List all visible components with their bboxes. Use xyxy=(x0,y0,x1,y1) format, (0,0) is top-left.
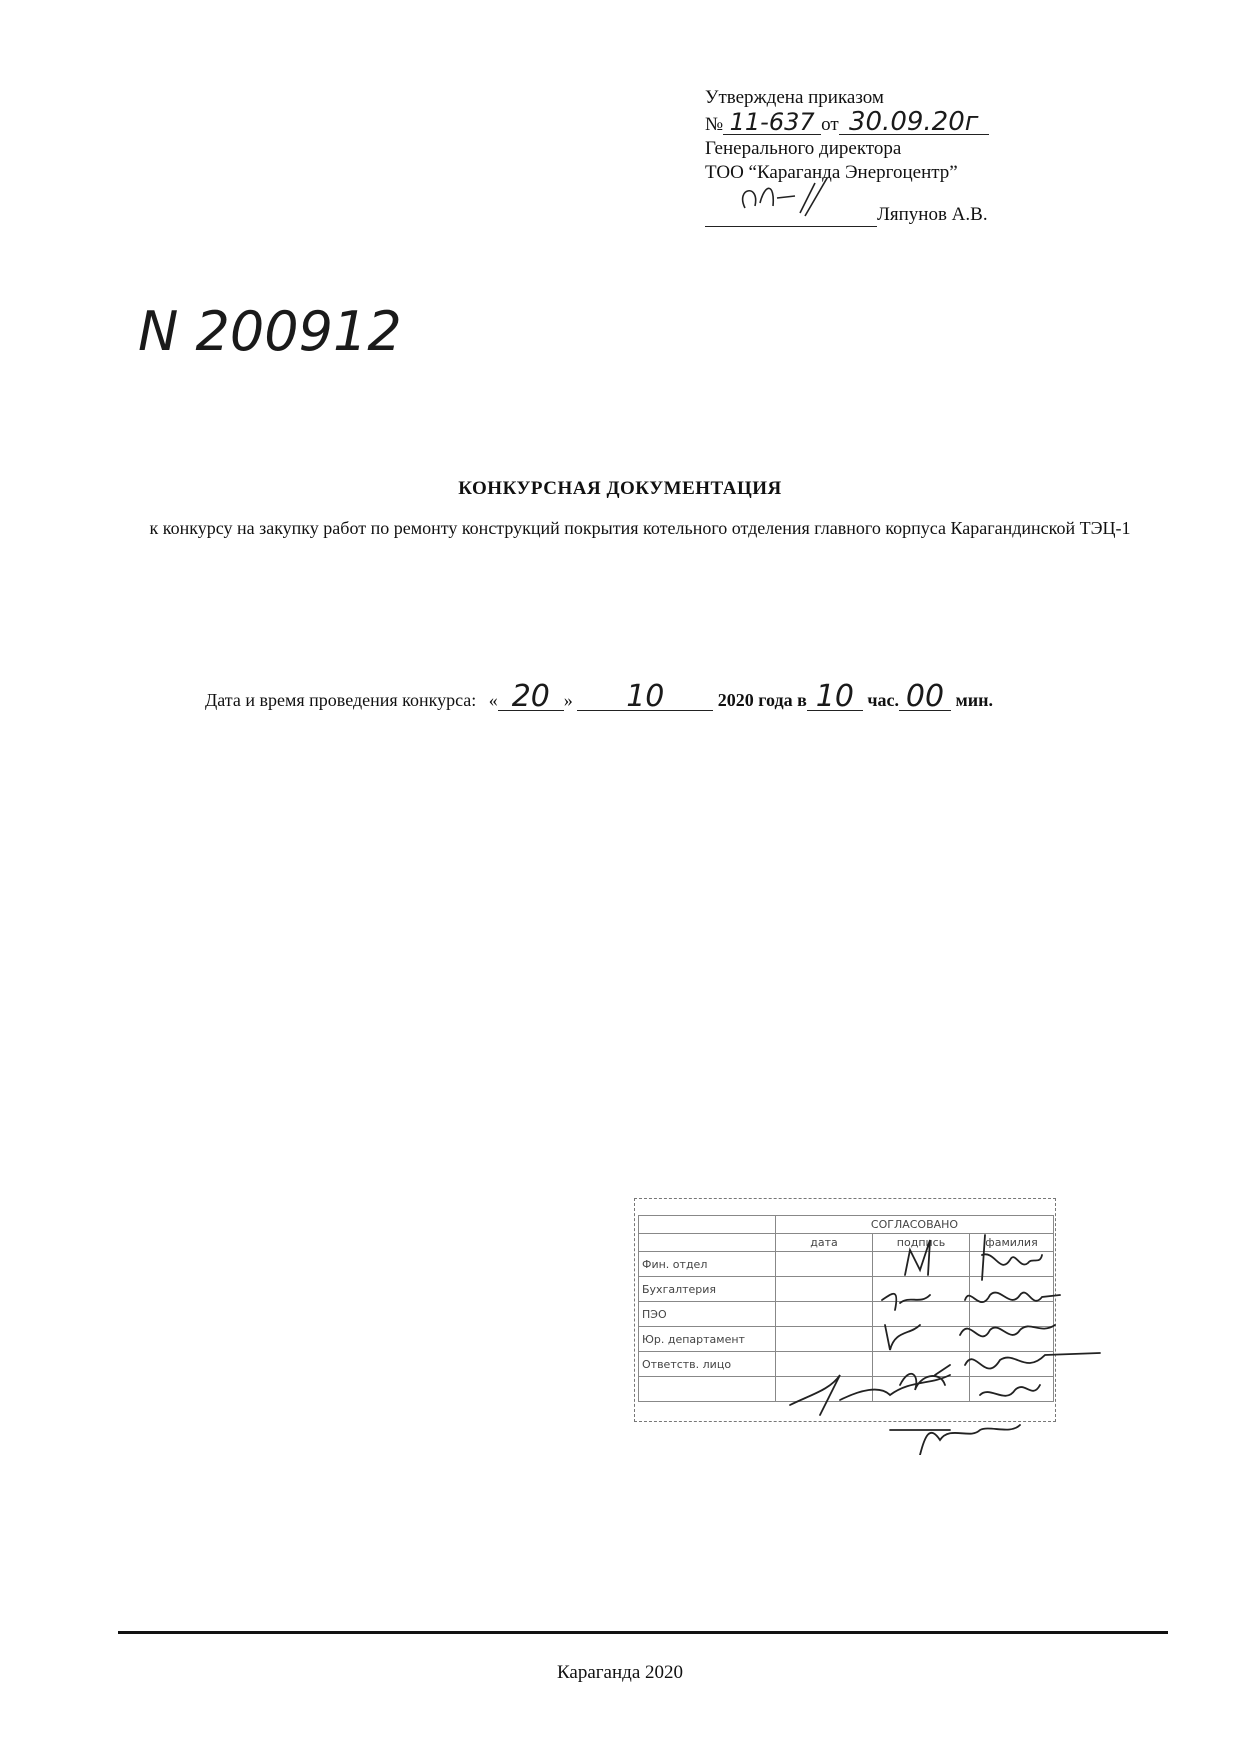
tender-minute: 00 xyxy=(899,684,951,711)
approval-line1: Утверждена приказом xyxy=(705,87,884,108)
tender-minute-text: мин. xyxy=(955,690,993,710)
page-title: КОНКУРСНАЯ ДОКУМЕНТАЦИЯ xyxy=(458,478,782,499)
approval-block xyxy=(705,86,989,227)
order-from: от xyxy=(821,114,839,135)
agreement-row-label: Ответств. лицо xyxy=(639,1352,776,1377)
order-date: 30.09.20г xyxy=(839,110,989,135)
footer-city-year: Караганда 2020 xyxy=(556,1662,684,1683)
order-prefix: № xyxy=(705,114,724,135)
approval-line4: ТОО “Караганда Энергоцентр” xyxy=(705,162,958,183)
signature-scribble-icon xyxy=(705,178,877,218)
agreement-row-label: Юр. департамент xyxy=(639,1327,776,1352)
tender-year-text: 2020 года в xyxy=(717,690,807,710)
agreement-header: СОГЛАСОВАНО xyxy=(776,1216,1054,1234)
agreement-row-label: Бухгалтерия xyxy=(639,1277,776,1302)
footer-divider xyxy=(118,1631,1168,1634)
agreement-col-surname: фамилия xyxy=(970,1234,1054,1252)
tender-date-line xyxy=(205,679,993,714)
agreement-row-label: Фин. отдел xyxy=(639,1252,776,1277)
approval-line3: Генерального директора xyxy=(705,138,902,159)
agreement-col-empty xyxy=(639,1234,776,1252)
tender-day: 20 xyxy=(498,684,564,711)
tender-date-label: Дата и время проведения конкурса: xyxy=(205,690,477,710)
open-quote: « xyxy=(488,690,498,710)
order-number: 11-637 xyxy=(723,110,821,135)
agreement-signatures-icon xyxy=(770,1225,1110,1455)
tender-month: 10 xyxy=(577,684,713,711)
tender-hour-text: час. xyxy=(867,690,899,710)
approval-signature-line xyxy=(705,203,989,227)
close-quote: » xyxy=(563,690,573,710)
agreement-col-date: дата xyxy=(776,1234,873,1252)
agreement-corner xyxy=(639,1216,776,1234)
director-signature xyxy=(705,204,877,227)
registry-number: N 200912 xyxy=(138,300,402,363)
page-subtitle: к конкурсу на закупку работ по ремонту конструкций покрытия котельного отделения главного корпуса Карагандинской ТЭЦ-1 xyxy=(149,518,1131,538)
agreement-col-signature: подпись xyxy=(873,1234,970,1252)
agreement-row-label: ПЭО xyxy=(639,1302,776,1327)
approval-order-line xyxy=(705,107,989,137)
tender-hour: 10 xyxy=(807,684,863,711)
signatory-name: Ляпунов А.В. xyxy=(877,204,988,225)
